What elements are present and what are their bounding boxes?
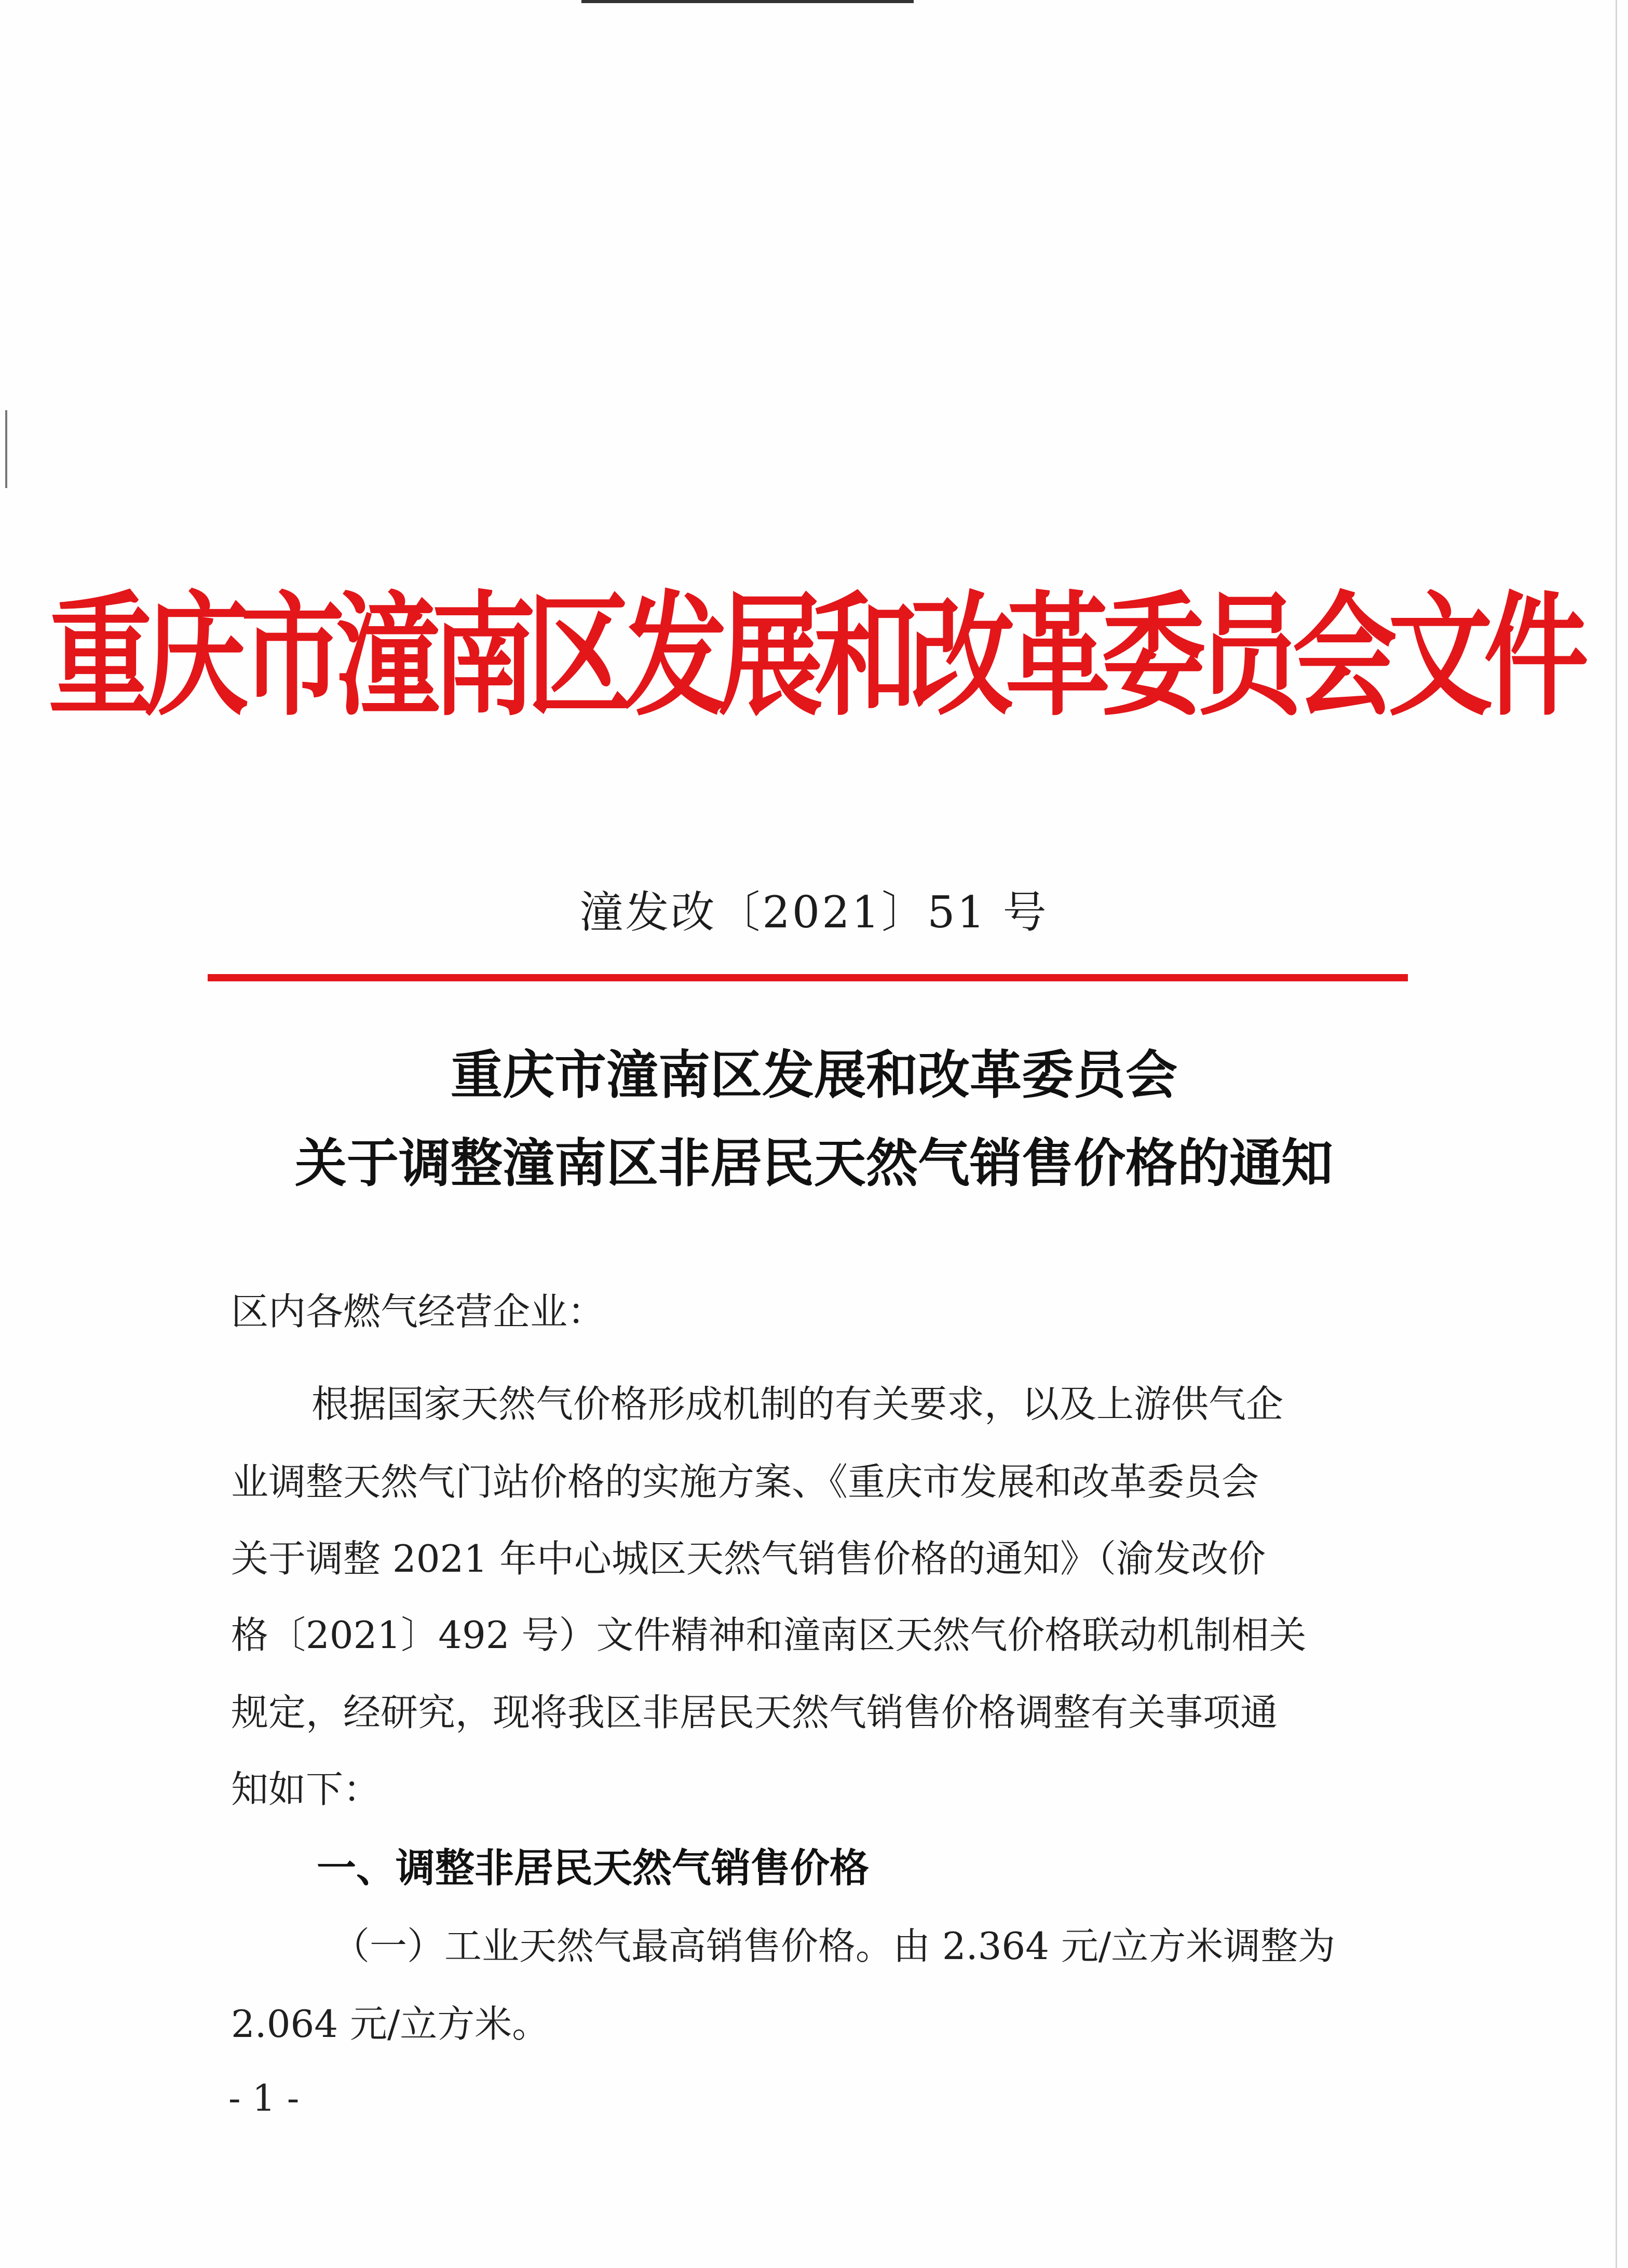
scan-artifact-right-edge <box>1616 0 1617 2268</box>
issuer-header-title: 重庆市潼南区发展和改革委员会文件 <box>48 578 1580 734</box>
paragraph-line: 规定，经研究，现将我区非居民天然气销售价格调整有关事项通 <box>231 1691 1278 1734</box>
section-heading: 一、调整非居民天然气销售价格 <box>317 1845 869 1891</box>
scan-artifact-top <box>581 0 914 3</box>
item-line: 2.064 元/立方米。 <box>231 2002 550 2046</box>
paragraph-line: 知如下： <box>231 1767 381 1811</box>
notice-title-line-1: 重庆市潼南区发展和改革委员会 <box>451 1044 1177 1105</box>
notice-title-line-2: 关于调整潼南区非居民天然气销售价格的通知 <box>295 1132 1333 1194</box>
paragraph-line: 格〔2021〕492 号）文件精神和潼南区天然气价格联动机制相关 <box>231 1613 1307 1657</box>
scan-artifact-left-mark <box>5 410 7 488</box>
paragraph-line: 关于调整 2021 年中心城区天然气销售价格的通知》（渝发改价 <box>231 1537 1266 1581</box>
page-number: - 1 - <box>228 2077 300 2120</box>
addressee: 区内各燃气经营企业： <box>231 1290 605 1333</box>
paragraph-line: 根据国家天然气价格形成机制的有关要求，以及上游供气企 <box>311 1382 1284 1426</box>
item-line: （一）工业天然气最高销售价格。由 2.364 元/立方米调整为 <box>332 1924 1336 1968</box>
document-number: 潼发改〔2021〕51 号 <box>579 887 1049 938</box>
red-separator-line <box>208 974 1408 981</box>
paragraph-line: 业调整天然气门站价格的实施方案、《重庆市发展和改革委员会 <box>231 1460 1259 1504</box>
